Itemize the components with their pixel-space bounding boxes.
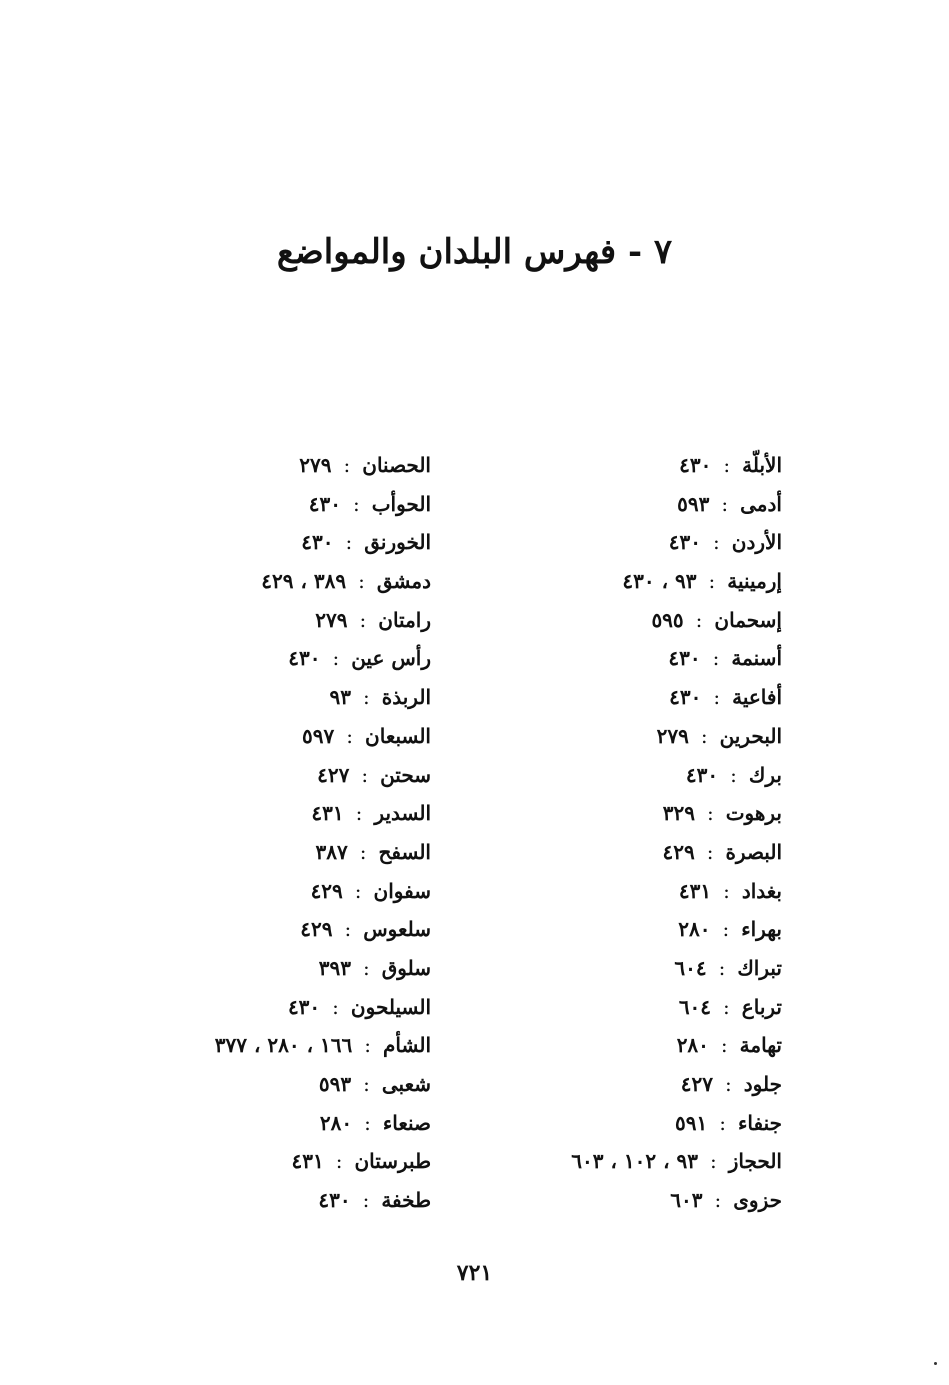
place-name: إرمينية (727, 569, 782, 594)
index-entry (402, 1142, 782, 1181)
place-name: حزوى (733, 1188, 782, 1213)
page-references: ٢٨٠ (319, 1110, 353, 1135)
place-name: جلود (743, 1072, 782, 1096)
entry-separator: : (710, 1149, 717, 1174)
index-entry (111, 910, 431, 949)
index-entry (111, 988, 431, 1027)
index-entry (111, 1026, 431, 1065)
index-entry (402, 988, 782, 1027)
place-name: الحوأب (371, 491, 431, 516)
page-references: ٤٢٩ (662, 839, 695, 864)
page-references: ٤٣٠ (318, 1188, 351, 1213)
place-name: بهراء (741, 917, 782, 942)
index-entry (402, 1181, 782, 1220)
page-references: ٤٣٠ (308, 491, 341, 516)
entry-separator: : (358, 569, 365, 594)
entry-separator: : (355, 801, 363, 826)
index-entry (111, 1181, 431, 1220)
place-name: شعبى (381, 1072, 431, 1096)
index-entry (402, 562, 782, 601)
place-name: سلوق (381, 955, 431, 980)
entry-separator: : (700, 723, 708, 748)
entry-separator: : (722, 917, 730, 942)
entry-separator: : (363, 1072, 370, 1096)
page-references: ٤٣١ (678, 878, 712, 903)
place-name: جنفاء (737, 1110, 782, 1135)
place-name: الأردن (731, 530, 782, 555)
index-column-left (111, 446, 431, 1220)
page-references: ٩٣ ، ٤٣٠ (622, 569, 697, 594)
page-references: ٣٨٧ (315, 839, 348, 864)
index-entry (111, 717, 431, 756)
index-entry (111, 1142, 431, 1181)
place-name: البحرين (719, 723, 782, 748)
page-references: ٤٣١ (291, 1149, 324, 1174)
entry-separator: : (332, 994, 339, 1019)
page-references: ٩٣ ، ١٠٢ ، ٦٠٣ (571, 1149, 699, 1174)
entry-separator: : (335, 1149, 343, 1174)
entry-separator: : (364, 1033, 372, 1058)
page-title: ٧ - فهرس البلدان والمواضع (276, 232, 673, 272)
index-entry (402, 949, 782, 988)
place-name: أفاعية (732, 685, 782, 710)
place-name: الشأم (383, 1033, 431, 1058)
place-name: أدمى (740, 491, 782, 516)
index-entry (402, 756, 782, 795)
page-references: ٤٣٠ (679, 453, 712, 477)
place-name: السبعان (365, 723, 431, 748)
entry-separator: : (723, 878, 730, 903)
entry-separator: : (719, 1110, 726, 1135)
entry-separator: : (363, 685, 370, 710)
page-references: ٦٠٤ (678, 994, 712, 1019)
place-name: السيلحون (350, 994, 431, 1019)
index-entry (111, 756, 431, 795)
index-entry (402, 639, 782, 678)
page-references: ٤٣٠ (669, 685, 702, 710)
entry-separator: : (730, 762, 737, 787)
page-references: ٤٣٠ (301, 530, 334, 555)
page-references: ٥٩٣ (318, 1072, 352, 1096)
page-references: ٦٠٤ (674, 955, 707, 980)
page-references: ٩٣ (329, 685, 352, 710)
entry-separator: : (352, 491, 360, 516)
place-name: سفوان (373, 878, 431, 903)
place-name: دمشق (376, 569, 431, 594)
page-references: ٦٠٣ (670, 1188, 703, 1213)
entry-separator: : (354, 878, 362, 903)
entry-separator: : (712, 646, 720, 671)
place-name: برك (748, 762, 782, 787)
entry-separator: : (706, 801, 714, 826)
page-number: ٧٢١ (456, 1260, 493, 1286)
entry-separator: : (343, 453, 351, 477)
entry-separator: : (721, 491, 729, 516)
page-references: ٢٧٩ (315, 607, 348, 632)
page-references: ٤٣١ (311, 801, 344, 826)
entry-separator: : (359, 839, 367, 864)
place-name: تهامة (739, 1033, 782, 1058)
page-references: ٤٣٠ (668, 646, 701, 671)
entry-separator: : (364, 1110, 371, 1135)
entry-separator: : (332, 646, 340, 671)
page-references: ٥٩٥ (651, 607, 684, 632)
page-references: ٣٢٩ (662, 801, 695, 826)
place-name: الأبلّة (742, 453, 782, 477)
entry-separator: : (706, 839, 714, 864)
page-references: ٤٣٠ (668, 530, 702, 555)
place-name: سحتن (380, 762, 431, 787)
index-entry (111, 949, 431, 988)
entry-separator: : (725, 1072, 732, 1096)
entry-separator: : (362, 1188, 370, 1213)
index-entry (402, 678, 782, 717)
place-name: طبرستان (354, 1149, 431, 1174)
place-name: طخفة (381, 1188, 431, 1213)
place-name: رامتان (378, 607, 431, 632)
page-references: ٤٢٧ (317, 762, 350, 787)
page-references: ١٦٦ ، ٢٨٠ ، ٣٧٧ (214, 1033, 353, 1058)
index-entry (402, 1065, 782, 1104)
entry-separator: : (708, 569, 716, 594)
page-references: ٤٣٠ (685, 762, 719, 787)
entry-separator: : (713, 685, 721, 710)
place-name: ترباع (741, 994, 782, 1019)
entry-separator: : (695, 607, 703, 632)
page-references: ٤٢٧ (680, 1072, 714, 1096)
index-entry (111, 678, 431, 717)
page-references: ٤٣٠ (288, 646, 321, 671)
index-entry (111, 523, 431, 562)
page-references: ٥٩١ (675, 1110, 708, 1135)
page-references: ٥٩٣ (677, 491, 710, 516)
page-references: ٣٨٩ ، ٤٢٩ (261, 569, 347, 594)
index-entry (402, 717, 782, 756)
index-entry (111, 833, 431, 872)
index-entry (402, 1104, 782, 1143)
index-entry (111, 601, 431, 640)
index-entry (111, 639, 431, 678)
page-references: ٤٣٠ (287, 994, 321, 1019)
place-name: السدير (374, 801, 431, 826)
index-entry (111, 1104, 431, 1143)
place-name: إسحمان (714, 607, 782, 632)
place-name: أسنمة (731, 646, 782, 671)
entry-separator: : (345, 530, 353, 555)
page-references: ٢٧٩ (299, 453, 332, 477)
scan-speck (934, 1362, 937, 1365)
index-entry (111, 562, 431, 601)
index-entry (402, 910, 782, 949)
entry-separator: : (361, 762, 369, 787)
index-entry (402, 872, 782, 911)
place-name: بغداد (741, 878, 782, 903)
entry-separator: : (723, 994, 730, 1019)
page-references: ٢٧٩ (656, 723, 689, 748)
page-references: ٤٢٩ (310, 878, 343, 903)
entry-separator: : (718, 955, 726, 980)
page-references: ٤٢٩ (300, 917, 333, 942)
place-name: رأس عين (351, 646, 431, 671)
entry-separator: : (714, 1188, 722, 1213)
entry-separator: : (359, 607, 367, 632)
place-name: البصرة (725, 839, 782, 864)
index-entry (402, 485, 782, 524)
index-entry (402, 833, 782, 872)
entry-separator: : (723, 453, 731, 477)
index-entry (111, 794, 431, 833)
page-references: ٢٨٠ (678, 917, 711, 942)
index-entry (111, 1065, 431, 1104)
index-entry (402, 601, 782, 640)
index-column-right (402, 446, 782, 1220)
place-name: صنعاء (382, 1110, 431, 1135)
page-references: ٥٩٧ (302, 723, 335, 748)
index-entry (111, 446, 431, 485)
place-name: الحصنان (362, 453, 431, 477)
page-references: ٣٩٣ (318, 955, 352, 980)
entry-separator: : (363, 955, 370, 980)
place-name: الحجاز (728, 1149, 782, 1174)
index-entry (402, 794, 782, 833)
place-name: سلعوس (363, 917, 431, 942)
index-entry (402, 1026, 782, 1065)
entry-separator: : (720, 1033, 728, 1058)
place-name: الخورنق (364, 530, 431, 555)
place-name: تبراك (737, 955, 782, 980)
place-name: السفح (378, 839, 431, 864)
index-entry (402, 523, 782, 562)
entry-separator: : (346, 723, 354, 748)
index-entry (402, 446, 782, 485)
index-entry (111, 485, 431, 524)
place-name: برهوت (725, 801, 782, 826)
entry-separator: : (713, 530, 720, 555)
place-name: الربذة (381, 685, 431, 710)
index-entry (111, 872, 431, 911)
page-references: ٢٨٠ (676, 1033, 709, 1058)
entry-separator: : (344, 917, 352, 942)
